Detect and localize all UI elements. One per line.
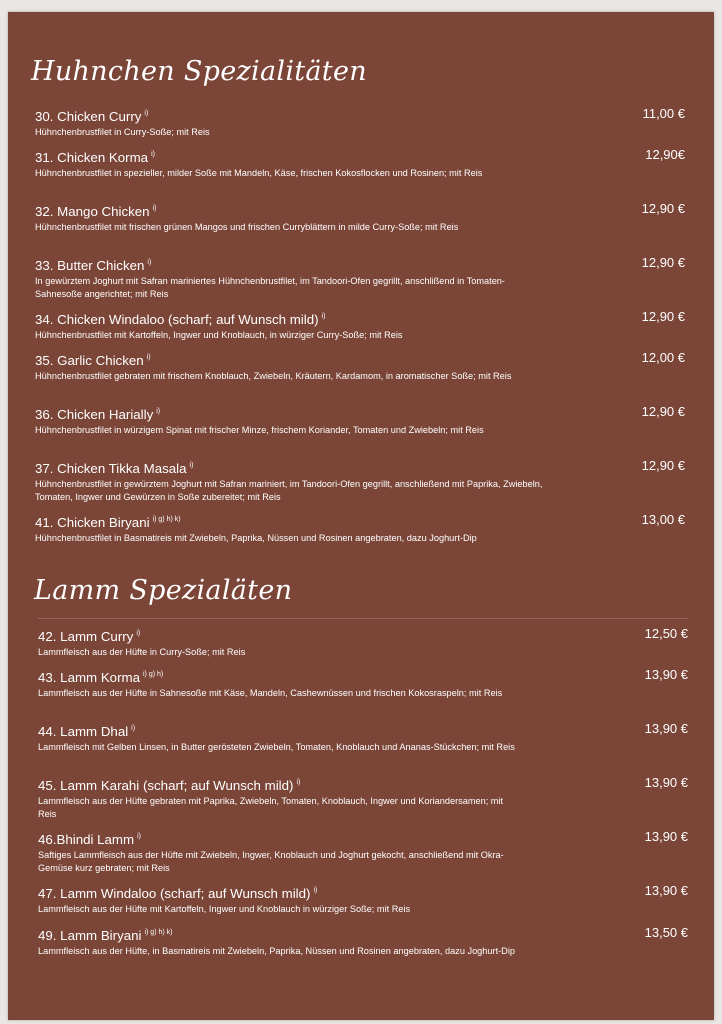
item-allergens: i) g) h) k): [152, 516, 181, 523]
menu-item: [35, 255, 685, 301]
item-allergens: i): [147, 259, 152, 266]
menu-item: [35, 106, 685, 139]
item-price: 13,00 €: [641, 512, 685, 527]
menu-page: [8, 12, 714, 1020]
menu-item: [38, 883, 688, 916]
item-price: 11,00 €: [642, 106, 685, 121]
item-name: 30. Chicken Curry: [35, 109, 142, 124]
item-price: 12,90 €: [641, 201, 685, 216]
item-allergens: i): [156, 408, 161, 415]
item-allergens: i): [296, 779, 301, 786]
item-allergens: i): [136, 630, 141, 637]
menu-item: [38, 626, 688, 659]
item-description: Saftiges Lammfleisch aus der Hüfte mit Zwiebeln, Ingwer, Knoblauch und Joghurt gekocht, anschließend mit Okra-Gemüse kurz gebraten; mit Reis: [38, 850, 504, 873]
item-name: 46.Bhindi Lamm: [38, 832, 135, 847]
menu-item: [38, 829, 688, 875]
item-allergens: i): [137, 833, 141, 840]
item-description: Hühnchenbrustfilet in spezieller, milder Soße mit Mandeln, Käse, frischen Kokosflocken und Rosinen; mit Reis: [35, 168, 483, 178]
item-name: 32. Mango Chicken: [35, 204, 150, 219]
item-price: 12,90 €: [641, 404, 685, 419]
item-allergens: i): [313, 887, 318, 894]
item-name: 41. Chicken Biryani: [35, 515, 150, 530]
menu-item: [35, 309, 685, 342]
item-name: 44. Lamm Dhal: [38, 724, 129, 739]
menu-item: [35, 512, 685, 545]
menu-item: [35, 458, 685, 504]
menu-item: [35, 201, 685, 234]
item-name: 42. Lamm Curry: [38, 629, 134, 644]
chicken-section-title: Huhnchen Spezialitäten: [31, 56, 367, 87]
item-allergens: i): [151, 151, 155, 158]
item-price: 13,90 €: [644, 883, 688, 898]
item-description: Lammfleisch aus der Hüfte in Curry-Soße; mit Reis: [38, 647, 246, 657]
item-name: 33. Butter Chicken: [35, 258, 145, 273]
section-divider: [38, 618, 688, 619]
item-description: Lammfleisch aus der Hüfte in Sahnesoße mit Käse, Mandeln, Cashewnüssen und frischen Kokosraspeln; mit Reis: [38, 688, 503, 698]
menu-item: [38, 667, 688, 700]
item-description: Lammfleisch aus der Hüfte, in Basmatireis mit Zwiebeln, Paprika, Nüssen und Rosinen angebraten, dazu Joghurt-Dip: [38, 946, 515, 956]
item-name: 45. Lamm Karahi (scharf; auf Wunsch mild): [38, 778, 294, 793]
item-price: 12,90€: [645, 147, 685, 162]
item-name: 36. Chicken Harially: [35, 407, 154, 422]
item-price: 12,90 €: [641, 309, 685, 324]
item-price: 12,90 €: [641, 458, 685, 473]
item-name: 47. Lamm Windaloo (scharf; auf Wunsch mild): [38, 886, 311, 901]
item-price: 12,00 €: [641, 350, 685, 365]
item-name: 34. Chicken Windaloo (scharf; auf Wunsch mild): [35, 312, 319, 327]
menu-item: [35, 350, 685, 383]
item-allergens: i): [321, 313, 326, 320]
item-name: 49. Lamm Biryani: [38, 928, 142, 943]
item-description: Hühnchenbrustfilet mit Kartoffeln, Ingwer und Knoblauch, in würziger Curry-Soße; mit Reis: [35, 330, 403, 340]
item-allergens: i): [189, 462, 194, 469]
item-price: 13,90 €: [644, 721, 688, 736]
item-price: 12,50 €: [644, 626, 688, 641]
item-allergens: i) g) h): [142, 671, 164, 678]
item-allergens: i): [146, 354, 151, 361]
item-allergens: i): [152, 205, 157, 212]
item-description: Hühnchenbrustfilet in Curry-Soße; mit Reis: [35, 127, 210, 137]
item-price: 13,90 €: [644, 775, 688, 790]
item-name: 43. Lamm Korma: [38, 670, 140, 685]
lamb-section-title: Lamm Spezialäten: [34, 575, 293, 606]
item-allergens: i) g) h) k): [144, 929, 173, 936]
item-price: 13,50 €: [644, 925, 688, 940]
item-name: 31. Chicken Korma: [35, 150, 149, 165]
item-description: Lammfleisch aus der Hüfte mit Kartoffeln, Ingwer und Knoblauch in würziger Soße; mit Reis: [38, 904, 411, 914]
item-price: 13,90 €: [644, 829, 688, 844]
item-description: Hühnchenbrustfilet in gewürztem Joghurt mit Safran mariniert, im Tandoori-Ofen gegrillt, anschließend mit Paprika, Zwiebeln, Tomaten, Ingwer und Gewürzen in Soße zubereitet; mit Reis: [35, 479, 543, 502]
item-price: 13,90 €: [644, 667, 688, 682]
item-description: Hühnchenbrustfilet mit frischen grünen Mangos und frischen Curryblättern in milde Curry-Soße; mit Reis: [35, 222, 459, 232]
item-description: Lammfleisch aus der Hüfte gebraten mit Paprika, Zwiebeln, Tomaten, Knoblauch, Ingwer und Koriandersamen; mit Reis: [38, 796, 504, 819]
menu-item: [38, 925, 688, 958]
item-allergens: i): [131, 725, 136, 732]
menu-item: [38, 775, 688, 821]
item-description: In gewürztem Joghurt mit Safran mariniertes Hühnchenbrustfilet, im Tandoori-Ofen gegrillt, anschlißend in Tomaten-Sahnesoße angerichtet; mit Reis: [35, 276, 505, 299]
menu-item: [35, 147, 685, 180]
menu-item: [38, 721, 688, 754]
item-description: Lammfleisch mit Gelben Linsen, in Butter gerösteten Zwiebeln, Tomaten, Knoblauch und Ananas-Stückchen; mit Reis: [38, 742, 515, 752]
item-name: 35. Garlic Chicken: [35, 353, 144, 368]
item-price: 12,90 €: [641, 255, 685, 270]
item-description: Hühnchenbrustfilet in würzigem Spinat mit frischer Minze, frischem Koriander, Tomaten und Zwiebeln; mit Reis: [35, 425, 484, 435]
item-name: 37. Chicken Tikka Masala: [35, 461, 187, 476]
menu-item: [35, 404, 685, 437]
item-allergens: i): [144, 110, 149, 117]
item-description: Hühnchenbrustfilet gebraten mit frischem Knoblauch, Zwiebeln, Kräutern, Kardamom, in aromatischer Soße; mit Reis: [35, 371, 512, 381]
item-description: Hühnchenbrustfilet in Basmatireis mit Zwiebeln, Paprika, Nüssen und Rosinen angebraten, dazu Joghurt-Dip: [35, 533, 477, 543]
